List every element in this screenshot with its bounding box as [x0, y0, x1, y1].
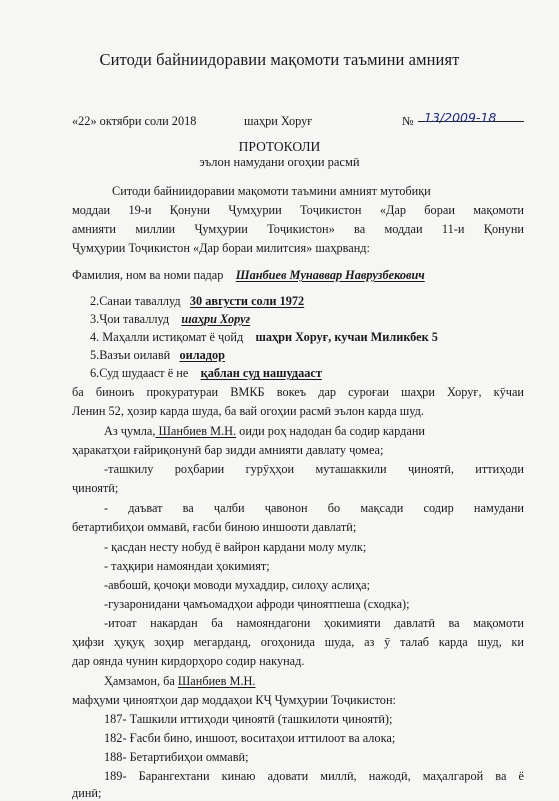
family-label: 5.Вазъи оилавӣ [90, 348, 171, 362]
articles-intro: мафҳуми ҷиноятҳои дар моддаҳои КҶ Ҷумҳурии Тоҷикистон: [72, 693, 396, 707]
among-line-2: ҳаракатҳои ғайриқонунӣ бар зидди амнияти давлату ҷомеа; [72, 443, 384, 457]
protocol-number-handwritten: 13/2009-18 [424, 110, 497, 125]
article-item: 189- Барангехтани кинаю адовати миллӣ, нажодӣ, маҳалгарой ва ё [104, 769, 524, 783]
list-item-cont: дар оянда чунин кирдорҳоро содир накунад. [72, 654, 305, 668]
intro-line-4: Ҷумҳурии Тоҷикистон «Дар бораи милитсия» шаҳрванд: [72, 241, 370, 255]
intro-line-3: амнияти миллии Ҷумҳурии Тоҷикистон» ва моддаи 11-и Қонуни [72, 222, 524, 236]
body-line-2: Ленин 52, ҳозир карда шуда, ба вай огоҳии расмӣ эълон карда шуд. [72, 404, 424, 418]
article-item: 188- Бетартибиҳои оммавӣ; [104, 750, 249, 764]
body-line-1: ба биноиъ прокуратураи ВМКБ вокеъ дар суроғаи шаҳри Хоруғ, кӯчаи [72, 385, 524, 399]
address-field [90, 330, 438, 345]
birth-field [90, 294, 304, 309]
list-item: - даъват ва ҷалби ҷавонон бо мақсади содир намудани [104, 501, 524, 515]
list-item-cont: ҳифзи ҳуқуқ зоҳир мегарданд, огоҳонида шуда, аз ӯ талаб карда шуд, ки [72, 635, 524, 649]
list-item-cont: бетартибиҳои оммавӣ, ғасби биною иншооти давлатӣ; [72, 520, 357, 534]
family-field [90, 348, 225, 363]
intro-line-1: Ситоди байниидоравии мақомоти таъмини амният мутобиқи [112, 184, 431, 198]
list-item: -итоат накардан ба намояндагони ҳокимияти давлатӣ ва мақомоти [104, 616, 524, 630]
name-field [72, 268, 425, 283]
list-item: -авбошӣ, қочоқи моводи мухаддир, силоҳу аслиҳа; [104, 578, 371, 592]
conviction-field [90, 366, 322, 381]
protocol-date: «22» октябри соли 2018 [72, 114, 197, 128]
among-prefix: Аз ҷумла, [104, 424, 156, 438]
also-name: Шанбиев М.Н. [177, 674, 256, 688]
list-item: - қасдан несту нобуд ё вайрон кардани молу мулк; [104, 540, 367, 554]
birth-value: 30 августи соли 1972 [189, 294, 305, 308]
also-prefix: Ҳамзамон, ба [104, 674, 178, 688]
org-header: Ситоди байниидоравии мақомоти таъмини амният [99, 50, 460, 69]
intro-line-2: моддаи 19-и Қонуни Ҷумҳурии Тоҷикистон «Дар бораи мақомоти [72, 203, 524, 217]
birthplace-value: шаҳри Хоруғ [181, 312, 251, 326]
name-label: Фамилия, ном ва номи падар [72, 268, 224, 282]
list-item-cont: ҷиноятӣ; [72, 481, 119, 495]
among-line [104, 424, 425, 439]
name-value: Шанбиев Мунаввар Наврузбекович [235, 268, 425, 282]
among-rest: оиди роҳ надодан ба содир кардани [236, 424, 425, 438]
article-item-cont: динӣ; [72, 786, 102, 800]
family-value: оиладор [179, 348, 225, 362]
address-value: шаҳри Хоруғ, кучаи Миликбек 5 [255, 330, 438, 344]
protocol-place: шаҳри Хоруғ [244, 114, 313, 128]
birthplace-label: 3.Ҷои таваллуд [90, 312, 170, 326]
birth-label: 2.Санаи таваллуд [90, 294, 181, 308]
article-item: 182- Ғасби бино, иншоот, воситаҳои иттилоот ва алока; [104, 731, 396, 745]
document-subtitle: эълон намудани огоҳии расмӣ [199, 155, 360, 169]
address-label: 4. Маҳалли истиқомат ё ҷойд [90, 330, 244, 344]
among-name: Шанбиев М.Н. [155, 424, 237, 438]
document-title: ПРОТОКОЛИ [238, 139, 321, 154]
list-item: - таҳқири намояндаи ҳокимият; [104, 559, 270, 573]
conviction-value: қаблан суд нашудааст [200, 366, 322, 380]
list-item: -ташкилу роҳбарии гурӯҳҳои муташаккили ҷиноятӣ, иттиҳоди [104, 462, 524, 476]
list-item: -гузаронидани ҷамъомадҳои афроди ҷиноятпеша (сходка); [104, 597, 410, 611]
conviction-label: 6.Суд шудааст ё не [90, 366, 189, 380]
number-sign: № [402, 114, 414, 128]
also-line [104, 674, 255, 689]
birthplace-field [90, 312, 250, 327]
article-item: 187- Ташкили иттиҳоди ҷиноятӣ (ташкилоти ҷиноятӣ); [104, 712, 393, 726]
